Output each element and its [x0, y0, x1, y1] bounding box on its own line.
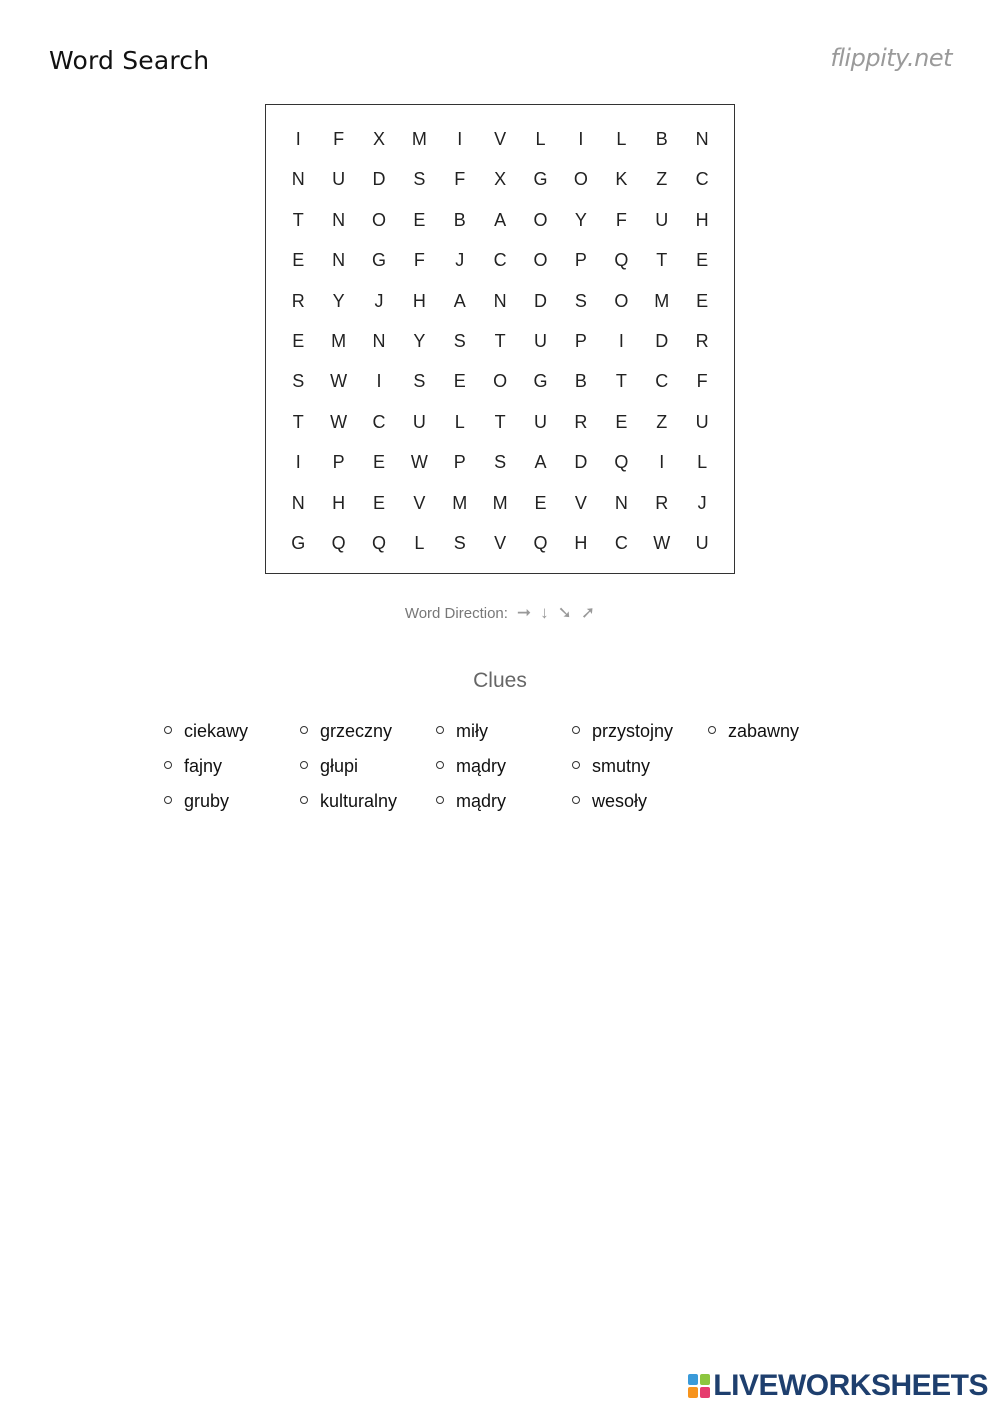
grid-cell[interactable]: Y [332, 290, 345, 311]
grid-cell[interactable]: A [453, 290, 466, 311]
grid-cell[interactable]: G [533, 169, 548, 190]
grid-cell[interactable]: P [332, 452, 345, 473]
grid-cell[interactable]: W [410, 452, 428, 473]
bullet-icon [436, 796, 444, 804]
grid-cell[interactable]: V [413, 492, 426, 513]
grid-cell[interactable]: N [695, 129, 709, 149]
grid-cell[interactable]: D [534, 290, 548, 311]
grid-cell[interactable]: I [295, 129, 301, 149]
clues-heading: Clues [473, 669, 527, 692]
grid-cell[interactable]: I [295, 452, 301, 473]
clues-list [164, 718, 844, 823]
up-right-arrow-icon: ➚ [580, 603, 596, 622]
grid-cell[interactable]: N [372, 330, 386, 351]
logo-square [688, 1374, 698, 1385]
grid-cell[interactable]: Q [614, 250, 629, 271]
bullet-icon [572, 796, 580, 804]
grid-cell[interactable]: L [697, 452, 708, 473]
grid-cell[interactable]: U [534, 411, 548, 432]
grid-cell[interactable]: M [492, 492, 508, 513]
clue-item [572, 788, 708, 823]
word-direction-label: Word Direction: [404, 605, 508, 622]
right-arrow-icon: ➞ [516, 603, 532, 622]
clue-item [436, 753, 572, 788]
grid-cell[interactable]: H [574, 532, 588, 553]
grid-cell[interactable]: L [454, 411, 465, 432]
grid-cell[interactable]: P [453, 452, 466, 473]
grid-cell[interactable]: S [413, 371, 426, 392]
grid-cell[interactable]: M [654, 290, 670, 311]
clue-word: gruby [184, 791, 230, 811]
grid-cell[interactable]: F [696, 371, 708, 392]
page-title: Word Search [49, 46, 210, 75]
grid-cell[interactable]: W [330, 371, 348, 392]
bullet-icon [300, 761, 308, 769]
bullet-icon [164, 726, 172, 734]
grid-cell[interactable]: R [291, 290, 305, 311]
letter-grid [278, 119, 722, 563]
grid-cell[interactable]: E [292, 250, 305, 271]
clue-word: smutny [592, 756, 651, 776]
grid-cell[interactable]: N [614, 492, 628, 513]
grid-cell[interactable]: T [292, 209, 304, 230]
clue-item [708, 718, 844, 753]
logo-square [700, 1387, 710, 1398]
grid-cell[interactable]: X [372, 129, 385, 149]
clue-word: głupi [320, 756, 359, 776]
grid-cell[interactable]: U [695, 411, 709, 432]
clue-item [572, 753, 708, 788]
bullet-icon [164, 761, 172, 769]
grid-cell[interactable]: D [574, 452, 588, 473]
grid-cell[interactable]: B [655, 129, 668, 149]
logo-square [700, 1374, 710, 1385]
grid-cell[interactable]: L [616, 129, 627, 149]
grid-cell[interactable]: N [332, 209, 346, 230]
bullet-icon [300, 796, 308, 804]
grid-cell[interactable]: O [493, 371, 508, 392]
word-direction [0, 603, 1000, 623]
clue-item [300, 753, 436, 788]
word-search-grid [265, 104, 735, 574]
grid-cell[interactable]: H [695, 209, 709, 230]
grid-cell[interactable]: C [655, 371, 669, 392]
down-right-arrow-icon: ➘ [557, 603, 572, 622]
grid-cell[interactable]: C [614, 532, 628, 553]
grid-cell[interactable]: U [332, 169, 346, 190]
grid-cell[interactable]: E [372, 492, 385, 513]
clue-word: mądry [456, 791, 507, 811]
grid-cell[interactable]: F [615, 209, 627, 230]
grid-cell[interactable]: H [412, 290, 426, 311]
grid-cell[interactable]: F [333, 129, 345, 149]
bullet-icon [436, 726, 444, 734]
grid-cell[interactable]: P [574, 330, 587, 351]
grid-cell[interactable]: G [371, 250, 386, 271]
grid-cell[interactable]: Q [533, 532, 548, 553]
grid-cell[interactable]: I [376, 371, 382, 392]
grid-cell[interactable]: I [578, 129, 584, 149]
liveworksheets-wordmark: LIVEWORKSHEETS [713, 1369, 988, 1402]
grid-cell[interactable]: S [453, 330, 466, 351]
clue-item [436, 788, 572, 823]
grid-cell[interactable]: D [655, 330, 669, 351]
grid-cell[interactable]: E [292, 330, 305, 351]
clue-word: kulturalny [320, 791, 398, 811]
grid-cell[interactable]: C [695, 169, 709, 190]
grid-cell[interactable]: C [493, 250, 507, 271]
clue-item [164, 788, 300, 823]
grid-cell[interactable]: R [655, 492, 669, 513]
grid-cell[interactable]: S [494, 452, 507, 473]
bullet-icon [572, 726, 580, 734]
grid-cell[interactable]: Z [656, 411, 668, 432]
clue-word: grzeczny [320, 721, 393, 741]
grid-cell[interactable]: G [533, 371, 548, 392]
clue-word: mądry [456, 756, 507, 776]
liveworksheets-icon [688, 1374, 710, 1398]
grid-cell[interactable]: M [452, 492, 468, 513]
grid-cell[interactable]: N [291, 169, 305, 190]
logo-square [688, 1387, 698, 1398]
grid-cell[interactable]: U [412, 411, 426, 432]
grid-cell[interactable]: J [455, 250, 465, 271]
grid-cell[interactable]: G [291, 532, 306, 553]
grid-cell[interactable]: O [533, 250, 548, 271]
grid-cell[interactable]: I [457, 129, 463, 149]
clue-item [164, 753, 300, 788]
grid-cell[interactable]: Y [413, 330, 426, 351]
grid-cell[interactable]: T [615, 371, 627, 392]
clue-word: fajny [184, 756, 223, 776]
grid-cell[interactable]: A [534, 452, 547, 473]
grid-cell[interactable]: Z [656, 169, 668, 190]
grid-cell[interactable]: E [413, 209, 426, 230]
grid-cell[interactable]: L [535, 129, 546, 149]
liveworksheets-logo [688, 1369, 988, 1403]
grid-cell[interactable]: T [494, 411, 506, 432]
grid-cell[interactable]: S [574, 290, 587, 311]
grid-cell[interactable]: T [656, 250, 668, 271]
grid-cell[interactable]: D [372, 169, 386, 190]
grid-cell[interactable]: N [291, 492, 305, 513]
grid-cell[interactable]: Q [614, 452, 629, 473]
grid-cell[interactable]: W [653, 532, 671, 553]
grid-cell[interactable]: T [292, 411, 304, 432]
bullet-icon [572, 761, 580, 769]
grid-cell[interactable]: S [453, 532, 466, 553]
grid-cell[interactable]: U [655, 209, 669, 230]
clue-word: ciekawy [184, 721, 249, 741]
grid-cell[interactable]: X [494, 169, 507, 190]
grid-cell[interactable]: Q [371, 532, 386, 553]
grid-cell[interactable]: E [372, 452, 385, 473]
clue-item [436, 718, 572, 753]
grid-cell[interactable]: M [331, 330, 347, 351]
grid-cell[interactable]: V [494, 129, 507, 149]
clue-item [164, 718, 300, 753]
grid-cell[interactable]: O [371, 209, 386, 230]
grid-cell[interactable]: E [453, 371, 466, 392]
grid-cell[interactable]: S [292, 371, 305, 392]
grid-cell[interactable]: J [697, 492, 707, 513]
grid-cell[interactable]: Y [574, 209, 587, 230]
grid-cell[interactable]: A [494, 209, 507, 230]
grid-cell[interactable]: U [695, 532, 709, 553]
grid-cell[interactable]: B [574, 371, 587, 392]
grid-cell[interactable]: E [615, 411, 628, 432]
clue-word: wesoły [592, 791, 648, 811]
grid-cell[interactable]: F [454, 169, 466, 190]
bullet-icon [164, 796, 172, 804]
grid-cell[interactable]: T [494, 330, 506, 351]
clue-word: miły [456, 721, 488, 741]
grid-cell[interactable]: L [414, 532, 425, 553]
grid-cell[interactable]: E [534, 492, 547, 513]
clue-item [300, 718, 436, 753]
grid-cell[interactable]: W [330, 411, 348, 432]
grid-cell[interactable]: E [696, 290, 709, 311]
flippity-logo: flippity.net [830, 44, 952, 72]
grid-cell[interactable]: S [413, 169, 426, 190]
grid-cell[interactable]: R [574, 411, 588, 432]
grid-cell[interactable]: R [695, 330, 709, 351]
clue-word: przystojny [592, 721, 674, 741]
bullet-icon [708, 726, 716, 734]
clue-word: zabawny [728, 721, 800, 741]
bullet-icon [300, 726, 308, 734]
grid-cell[interactable]: Q [331, 532, 346, 553]
clue-item [300, 788, 436, 823]
grid-cell[interactable]: U [534, 330, 548, 351]
bullet-icon [436, 761, 444, 769]
grid-cell[interactable]: N [493, 290, 507, 311]
grid-cell[interactable]: H [332, 492, 346, 513]
down-arrow-icon: ↓ [540, 603, 549, 622]
grid-cell[interactable]: K [615, 169, 628, 190]
grid-cell[interactable]: C [372, 411, 386, 432]
grid-cell[interactable]: N [332, 250, 346, 271]
grid-cell[interactable]: F [413, 250, 425, 271]
clue-item [572, 718, 708, 753]
grid-cell[interactable]: E [696, 250, 709, 271]
grid-cell[interactable]: M [411, 129, 427, 149]
grid-cell[interactable]: V [494, 532, 507, 553]
grid-cell[interactable]: O [533, 209, 548, 230]
grid-cell[interactable]: I [618, 330, 624, 351]
grid-cell[interactable]: I [659, 452, 665, 473]
grid-cell[interactable]: P [574, 250, 587, 271]
grid-cell[interactable]: V [574, 492, 587, 513]
grid-cell[interactable]: O [614, 290, 629, 311]
grid-cell[interactable]: J [374, 290, 384, 311]
grid-cell[interactable]: O [573, 169, 588, 190]
grid-cell[interactable]: B [453, 209, 466, 230]
